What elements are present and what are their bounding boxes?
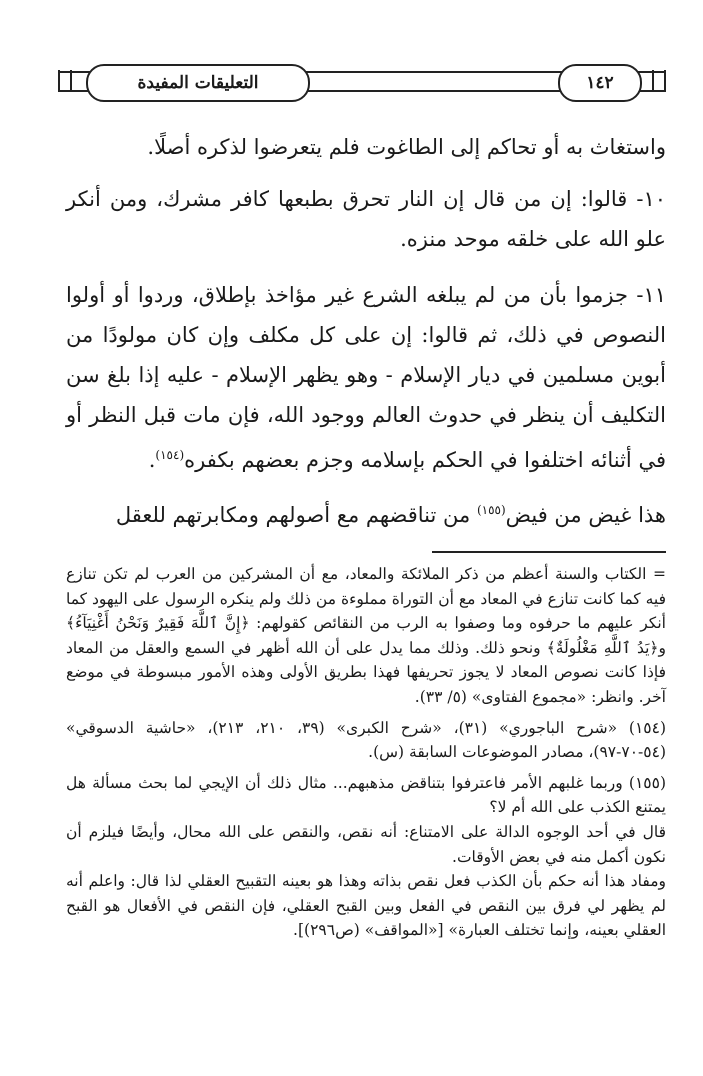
page-number: ١٤٢ bbox=[558, 64, 642, 102]
footnote-155-analysis: ومفاد هذا أنه حكم بأن الكذب فعل نقص بذاته وهذا هو بعينه التقبيح العقلي لذا قال: واعلم أنه لم يظهر لي فرق بين النقص في الفعل وبين القبح العقلي، فإن النقص في الأفعال هو القبح العقلي بعينه، وإنما تختلف العبارة» [«المواقف» (ص٢٩٦)]. bbox=[66, 872, 666, 940]
paragraph-2: ١٠- قالوا: إن من قال إن النار تحرق بطبعها كافر مشرك، ومن أنكر علو الله على خلقه موحد منزه. bbox=[66, 187, 666, 251]
paragraph-3 bbox=[66, 275, 666, 480]
main-text-2 bbox=[66, 179, 666, 259]
footnote-155-quote: قال في أحد الوجوه الدالة على الامتناع: أنه نقص، والنقص على الله محال، وأيضًا فيلزم أن نكون أكمل منه في بعض الأوقات. bbox=[66, 822, 666, 866]
header-right-cap bbox=[652, 70, 666, 92]
footnote-ref-154[interactable]: (١٥٤) bbox=[155, 448, 185, 462]
paragraph-1: واستغاث به أو تحاكم إلى الطاغوت فلم يتعرضوا لذكره أصلًا. bbox=[147, 135, 666, 159]
footnote-ref-155[interactable]: (١٥٥) bbox=[476, 503, 506, 517]
main-text-3 bbox=[66, 275, 666, 480]
footnote-separator bbox=[432, 551, 666, 553]
footnotes bbox=[66, 562, 666, 943]
main-text-4 bbox=[66, 490, 666, 535]
header-title: التعليقات المفيدة bbox=[86, 64, 310, 102]
paragraph-4-end: من تناقضهم مع أصولهم ومكابرتهم للعقل bbox=[115, 503, 477, 527]
paragraph-4 bbox=[66, 490, 666, 535]
header-left-cap bbox=[58, 70, 72, 92]
paragraph-3-end: . bbox=[148, 448, 156, 472]
footnote-155-intro: (١٥٥) وربما غلبهم الأمر فاعترفوا بتناقض مذهبهم... مثال ذلك أن الإيجي لما بحث مسألة هل يمتنع الكذب على الله أم لا؟ bbox=[66, 773, 666, 817]
main-text bbox=[66, 127, 666, 169]
running-header bbox=[58, 62, 666, 102]
paragraph-4-start: هذا غيض من فيض bbox=[505, 503, 666, 527]
footnote-154: (١٥٤) «شرح الباجوري» (٣١)، «شرح الكبرى» (٣٩، ٢١٠، ٢١٣)، «حاشية الدسوقي» (٥٤-٧٠-٩٧)، مصادر الموضوعات السابقة (س). bbox=[66, 718, 666, 762]
paragraph-3-text: ١١- جزموا بأن من لم يبلغه الشرع غير مؤاخذ بإطلاق، وردوا أو أولوا النصوص في ذلك، ثم قالوا: إن على كل مكلف وإن كان مولودًا من أبوين مسلمين في ديار الإسلام - وهو يظهر الإسلام - عليه إذا بلغ سن التكليف أن ينظر في حدوث العالم ووجود الله، فإن مات قبل النظر أو في أثنائه اختلفوا في الحكم بإسلامه وجزم بعضهم بكفره bbox=[66, 283, 666, 472]
footnote-continuation: = الكتاب والسنة أعظم من ذكر الملائكة والمعاد، مع أن المشركين من العرب لم تكن تنازع فيه كما كانت تنازع في المعاد مع أن التوراة مملوءة من ذلك ولم ينكره الرسول على اليهود كما أنكر عليهم ما حرفوه وما وصفوا به الرب من النقائص كقولهم: ﴿إِنَّ ٱللَّهَ فَقِيرٌ وَنَحْنُ أَغْنِيَآءُ﴾ و﴿يَدُ ٱللَّهِ مَغْلُولَةٌ﴾ ونحو ذلك. وذلك مما يدل على أن الله أظهر في السمع والعقل من المعاد فإذا كانت نصوص المعاد لا يجوز تحريفها فهذا بطريق الأولى وهذه الأمور مبسوطة في موضع آخر. وانظر: «مجموع الفتاوى» (٥/ ٣٣). bbox=[66, 565, 666, 706]
